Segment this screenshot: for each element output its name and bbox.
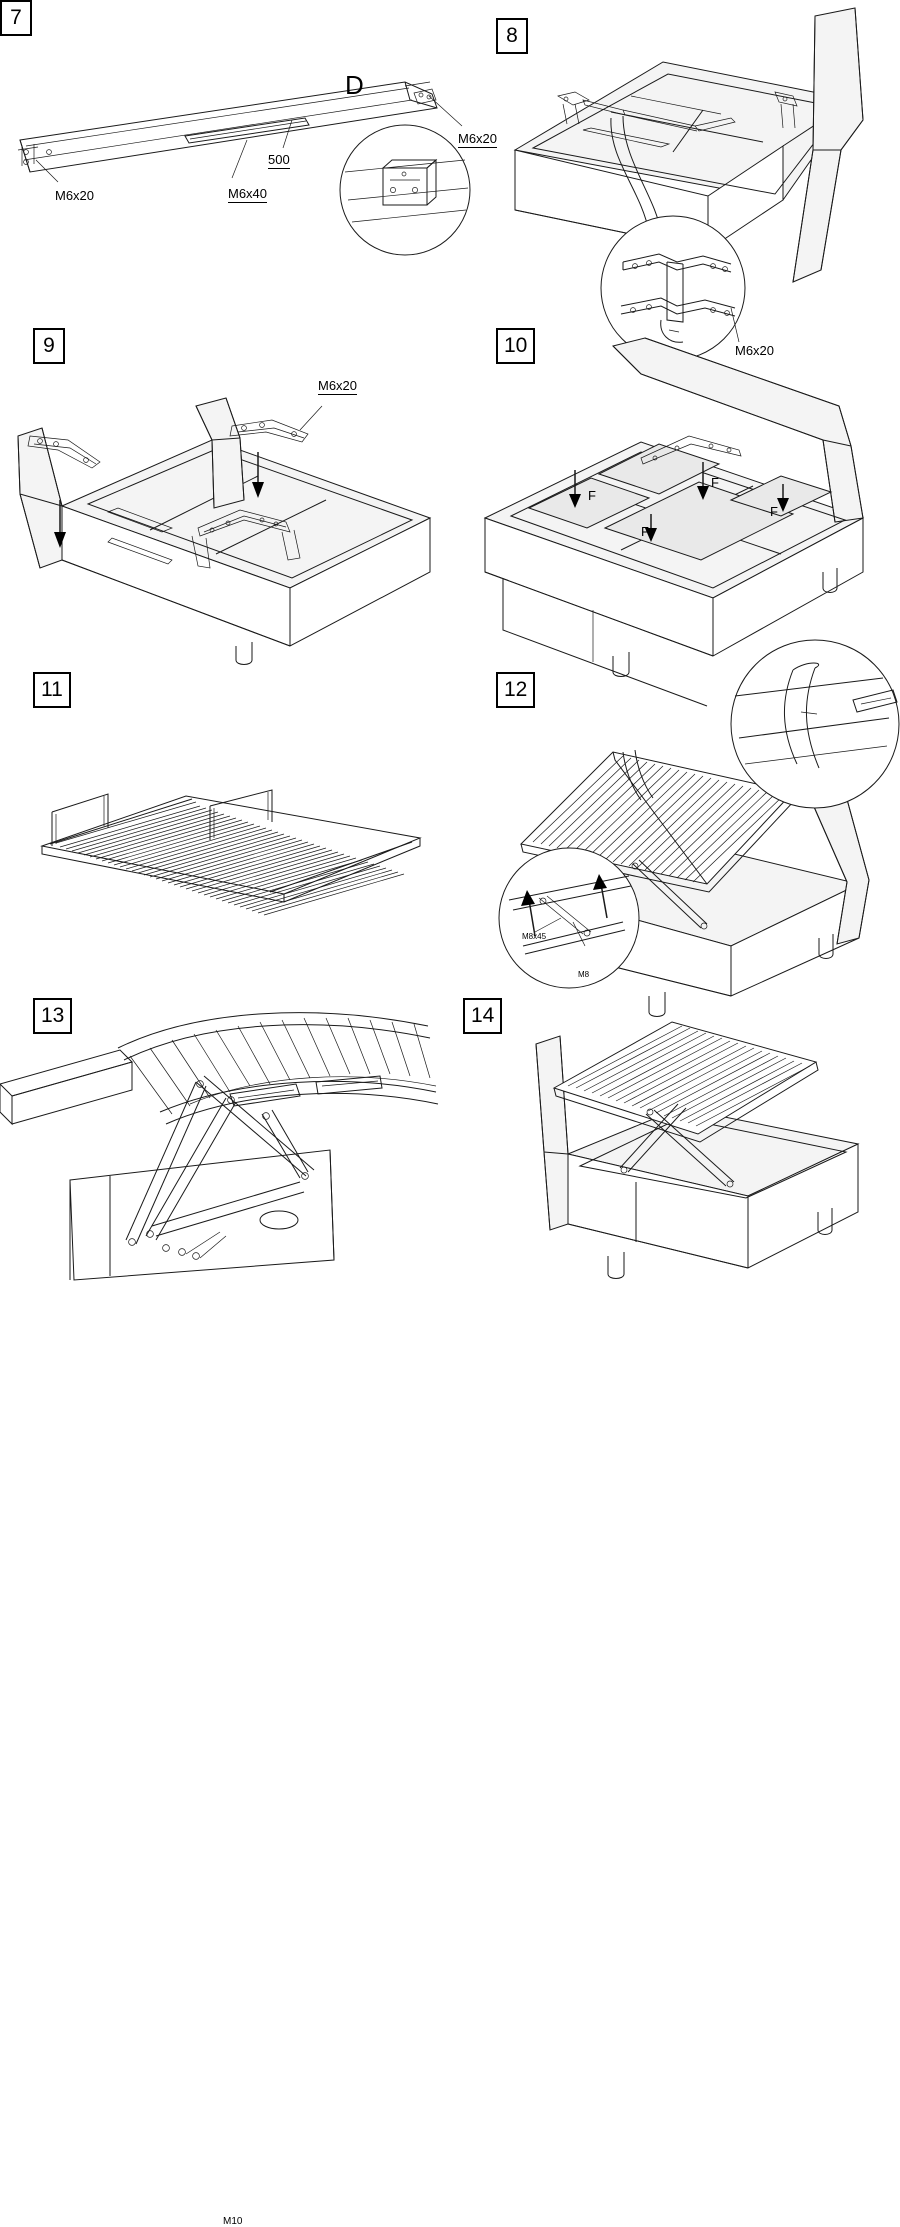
dimension-500: 500 [268,152,290,167]
step-11-panel [0,660,470,990]
step-12-panel [463,660,900,1000]
step-7-panel [0,0,520,300]
fastener-label-m6x20-detail: M6x20 [458,131,498,146]
step-12-drawing [463,660,900,1000]
step-11-number: 11 [33,672,71,708]
step-14-drawing [440,986,900,1280]
step-9-drawing [0,310,470,670]
part-label-f-3: F [641,524,649,539]
step-7-drawing [0,0,520,300]
step-8-number: 8 [496,18,528,54]
step-10-drawing [463,310,900,670]
fastener-label-m6x20-step8: M6x20 [735,343,775,358]
fastener-label-m8x45: M8x45 [522,932,547,941]
part-label-d: D [345,70,364,100]
step-14-panel [440,986,900,1280]
fastener-label-m8: M8 [578,970,590,979]
step-13-panel [0,986,440,2227]
part-label-f-1: F [588,488,596,503]
step-13-drawing [0,986,440,1280]
step-9-panel [0,310,470,670]
part-label-f-2: F [711,475,719,490]
fastener-label-m10: M10 [223,2216,243,2227]
fastener-label-m6x40: M6x40 [228,186,268,201]
step-10-panel [463,310,900,670]
step-9-number: 9 [33,328,65,364]
part-label-f-4: F [770,504,778,519]
step-10-number: 10 [496,328,535,364]
step-7-number: 7 [0,0,32,36]
step-12-number: 12 [496,672,535,708]
step-14-number: 14 [463,998,502,1034]
step-13-number: 13 [33,998,72,1034]
fastener-label-m6x20-left: M6x20 [55,188,95,203]
fastener-label-m6x20-step9: M6x20 [318,378,358,393]
step-11-drawing [0,660,470,990]
